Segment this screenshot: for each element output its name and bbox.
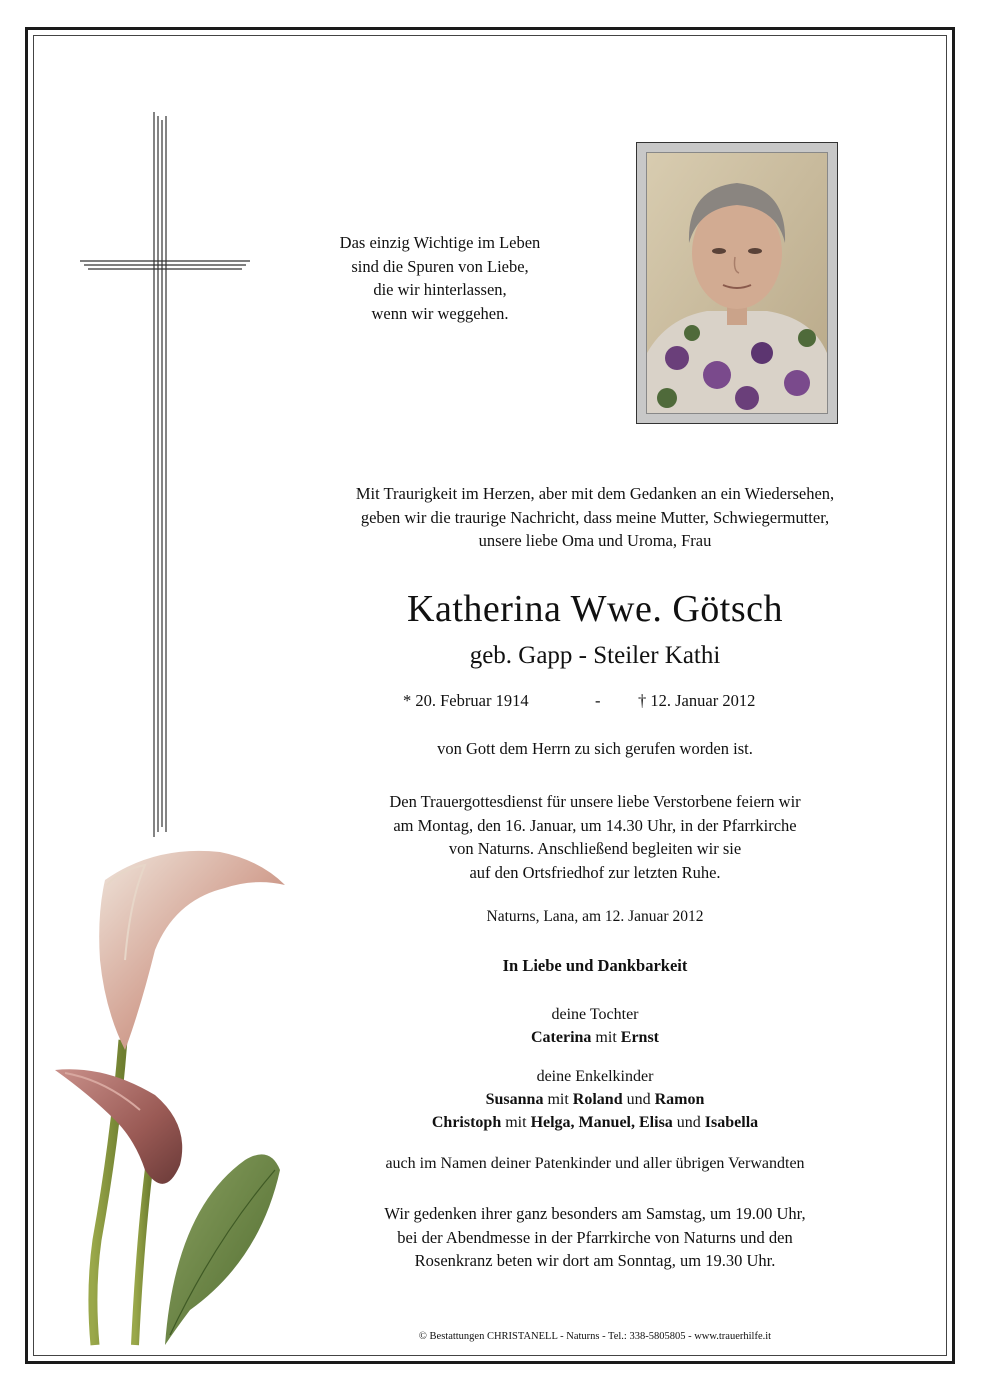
- grandchild-with: mit: [505, 1114, 527, 1131]
- intro-line: geben wir die traurige Nachricht, dass meine Mutter, Schwiegermutter,: [360, 507, 830, 527]
- called-home-line: von Gott dem Herrn zu sich gerufen worden ist.: [437, 739, 753, 758]
- daughter-name: Caterina: [530, 1029, 592, 1046]
- grandchild-and: und: [676, 1114, 701, 1131]
- grandchild-family-last: Isabella: [704, 1114, 759, 1131]
- portrait-photo: [646, 152, 828, 414]
- service-line: auf den Ortsfriedhof zur letzten Ruhe.: [469, 862, 721, 882]
- grandchild-family-names: Helga, Manuel, Elisa: [530, 1114, 673, 1131]
- birth-name: geb. Gapp - Steiler Kathi: [469, 642, 721, 669]
- calla-lily-icon: [45, 840, 305, 1350]
- grandchildren-line-2: [260, 1111, 930, 1134]
- service-line: Den Trauergottesdienst für unsere liebe Verstorbene feiern wir: [389, 792, 801, 811]
- mass-line: Wir gedenken ihrer ganz besonders am Samstag, um 19.00 Uhr,: [384, 1204, 806, 1223]
- daughter-line: [260, 1026, 930, 1049]
- quote-line: wenn wir weggehen.: [371, 303, 509, 323]
- funeral-home-footer: © Bestattungen CHRISTANELL - Naturns - Tel.: 338-5805805 - www.trauerhilfe.it: [418, 1331, 772, 1342]
- love-line: In Liebe und Dankbarkeit: [502, 956, 688, 975]
- grandchild-name: Christoph: [431, 1114, 502, 1131]
- mourners-daughter: [260, 1003, 930, 1049]
- grandchild-and: und: [626, 1091, 651, 1108]
- daughter-label: deine Tochter: [551, 1006, 639, 1023]
- mass-line: bei der Abendmesse in der Pfarrkirche von Naturns und den: [397, 1227, 793, 1247]
- deceased-name: Katherina Wwe. Götsch: [407, 588, 783, 630]
- intro-line: unsere liebe Oma und Uroma, Frau: [478, 531, 712, 550]
- place-date: Naturns, Lana, am 12. Januar 2012: [486, 908, 704, 925]
- mourners-grandchildren: [260, 1065, 930, 1134]
- grandchild-name: Susanna: [485, 1091, 544, 1108]
- grandchild-partner: Roland: [572, 1091, 623, 1108]
- service-line: am Montag, den 16. Januar, um 14.30 Uhr, in der Pfarrkirche: [393, 815, 797, 835]
- grandchild-with: mit: [547, 1091, 569, 1108]
- quote-line: die wir hinterlassen,: [373, 280, 507, 299]
- mass-line: Rosenkranz beten wir dort am Sonntag, um 19.30 Uhr.: [414, 1251, 776, 1270]
- memorial-mass: [260, 1202, 930, 1273]
- announcement-intro: [260, 482, 930, 553]
- service-line: von Naturns. Anschließend begleiten wir sie: [448, 839, 742, 858]
- relatives-line: auch im Namen deiner Patenkinder und aller übrigen Verwandten: [385, 1155, 805, 1172]
- intro-line: Mit Traurigkeit im Herzen, aber mit dem Gedanken an ein Wiedersehen,: [355, 484, 835, 503]
- quote-line: sind die Spuren von Liebe,: [351, 256, 529, 276]
- great-grandchild-name: Ramon: [654, 1091, 705, 1108]
- quote: [290, 231, 590, 325]
- quote-line: Das einzig Wichtige im Leben: [339, 233, 541, 252]
- funeral-service: [260, 790, 930, 884]
- birth-date: * 20. Februar 1914: [403, 691, 529, 710]
- cross-icon: [80, 112, 250, 837]
- date-separator: -: [595, 691, 601, 710]
- death-date: † 12. Januar 2012: [638, 691, 756, 710]
- daughter-with: mit: [595, 1029, 617, 1046]
- portrait-frame: [636, 142, 838, 424]
- grandchildren-label: deine Enkelkinder: [536, 1068, 654, 1085]
- daughter-partner: Ernst: [620, 1029, 659, 1046]
- grandchildren-line-1: [260, 1088, 930, 1111]
